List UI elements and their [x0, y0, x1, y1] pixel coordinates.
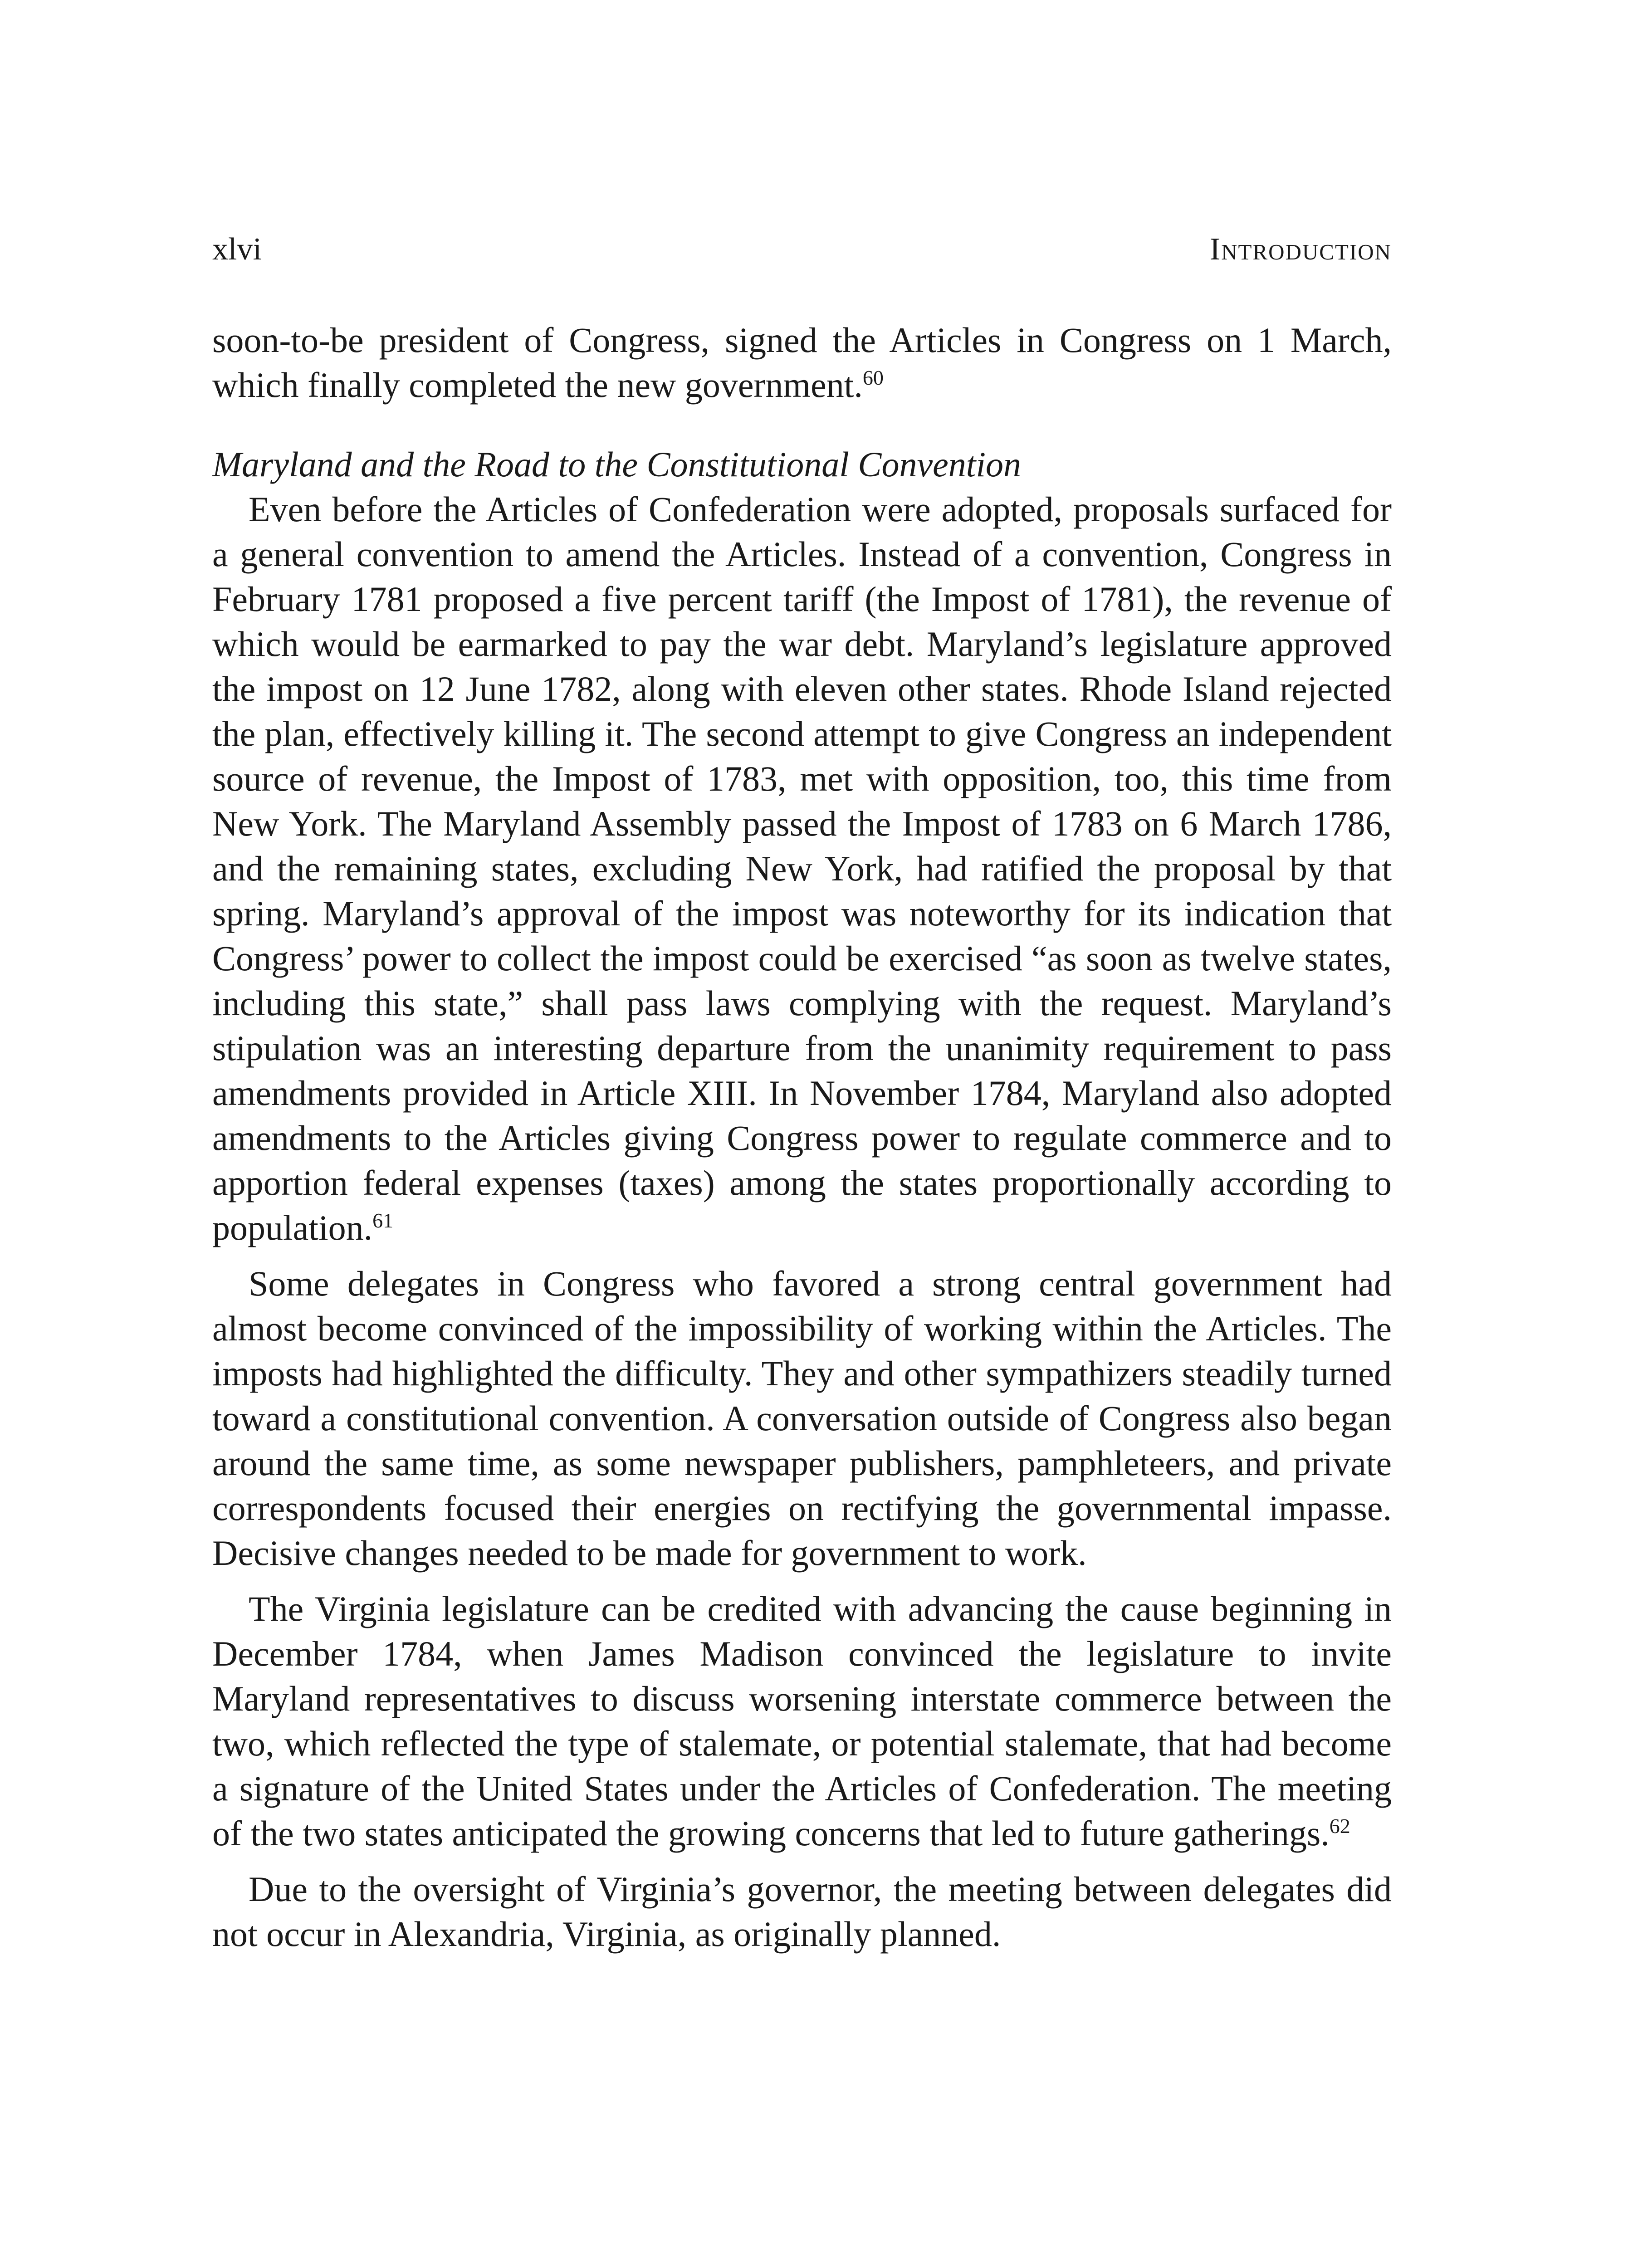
section-title: Introduction — [1209, 232, 1392, 267]
paragraph: Even before the Articles of Confederation were adopted, proposals surfaced for a general convention to amend the Articles. Instead of a convention, Congress in February 1781 proposed a five percent tariff (the Impost of 1781), the revenue of which would be earmarked to pay the war debt. Maryland’s legislature approved the impost on 12 June 1782, along with eleven other states. Rhode Island rejected the plan, effectively killing it. The second attempt to give Congress an independent source of revenue, the Impost of 1783, met with opposition, too, this time from New York. The Maryland Assembly passed the Impost of 1783 on 6 March 1786, and the remaining states, excluding New York, had ratified the proposal by that spring. Maryland’s approval of the impost was noteworthy for its indication that Congress’ power to collect the impost could be exercised “as soon as twelve states, including this state,” shall pass laws complying with the request. Maryland’s stipulation was an interesting departure from the unanimity requirement to pass amendments provided in Article XIII. In November 1784, Maryland also adopted amendments to the Articles giving Congress power to regulate commerce and to apportion federal expenses (taxes) among the states proportionally according to population.$^{61}$ — [212, 489, 1392, 1247]
paragraph: The Virginia legislature can be credited with advancing the cause beginning in December 1784, when James Madison convinced the legislature to invite Maryland representatives to discuss worsening interstate commerce between the two, which reflected the type of stalemate, or potential stalemate, that had become a signature of the United States under the Articles of Confederation. The meeting of the two states anticipated the growing concerns that led to future gatherings.$^{62}$ — [212, 1589, 1392, 1853]
section-heading: Maryland and the Road to the Constitutional Convention — [212, 445, 1022, 484]
page-number: xlvi — [212, 232, 262, 267]
footnote-ref: 61 — [372, 1209, 394, 1232]
footnote-ref: 60 — [862, 366, 884, 389]
running-head — [212, 229, 1392, 270]
paragraph-continued: soon-to-be president of Congress, signed the Articles in Congress on 1 March, which finally completed the new government.$^{60}$ — [212, 320, 1392, 405]
paragraph: Some delegates in Congress who favored a strong central government had almost become convinced of the impossibility of working within the Articles. The imposts had highlighted the difficulty. They and other sympathizers steadily turned toward a constitutional convention. A conversation outside of Congress also began around the same time, as some newspaper publishers, pamphleteers, and private correspondents focused their energies on rectifying the governmental impasse. Decisive changes needed to be made for government to work. — [212, 1264, 1392, 1573]
footnote-ref: 62 — [1329, 1814, 1350, 1838]
paragraph: Due to the oversight of Virginia’s governor, the meeting between delegates did not occur in Alexandria, Virginia, as originally planned. — [212, 1869, 1392, 1954]
body-text — [212, 318, 1392, 1956]
document-page — [212, 0, 1392, 2268]
